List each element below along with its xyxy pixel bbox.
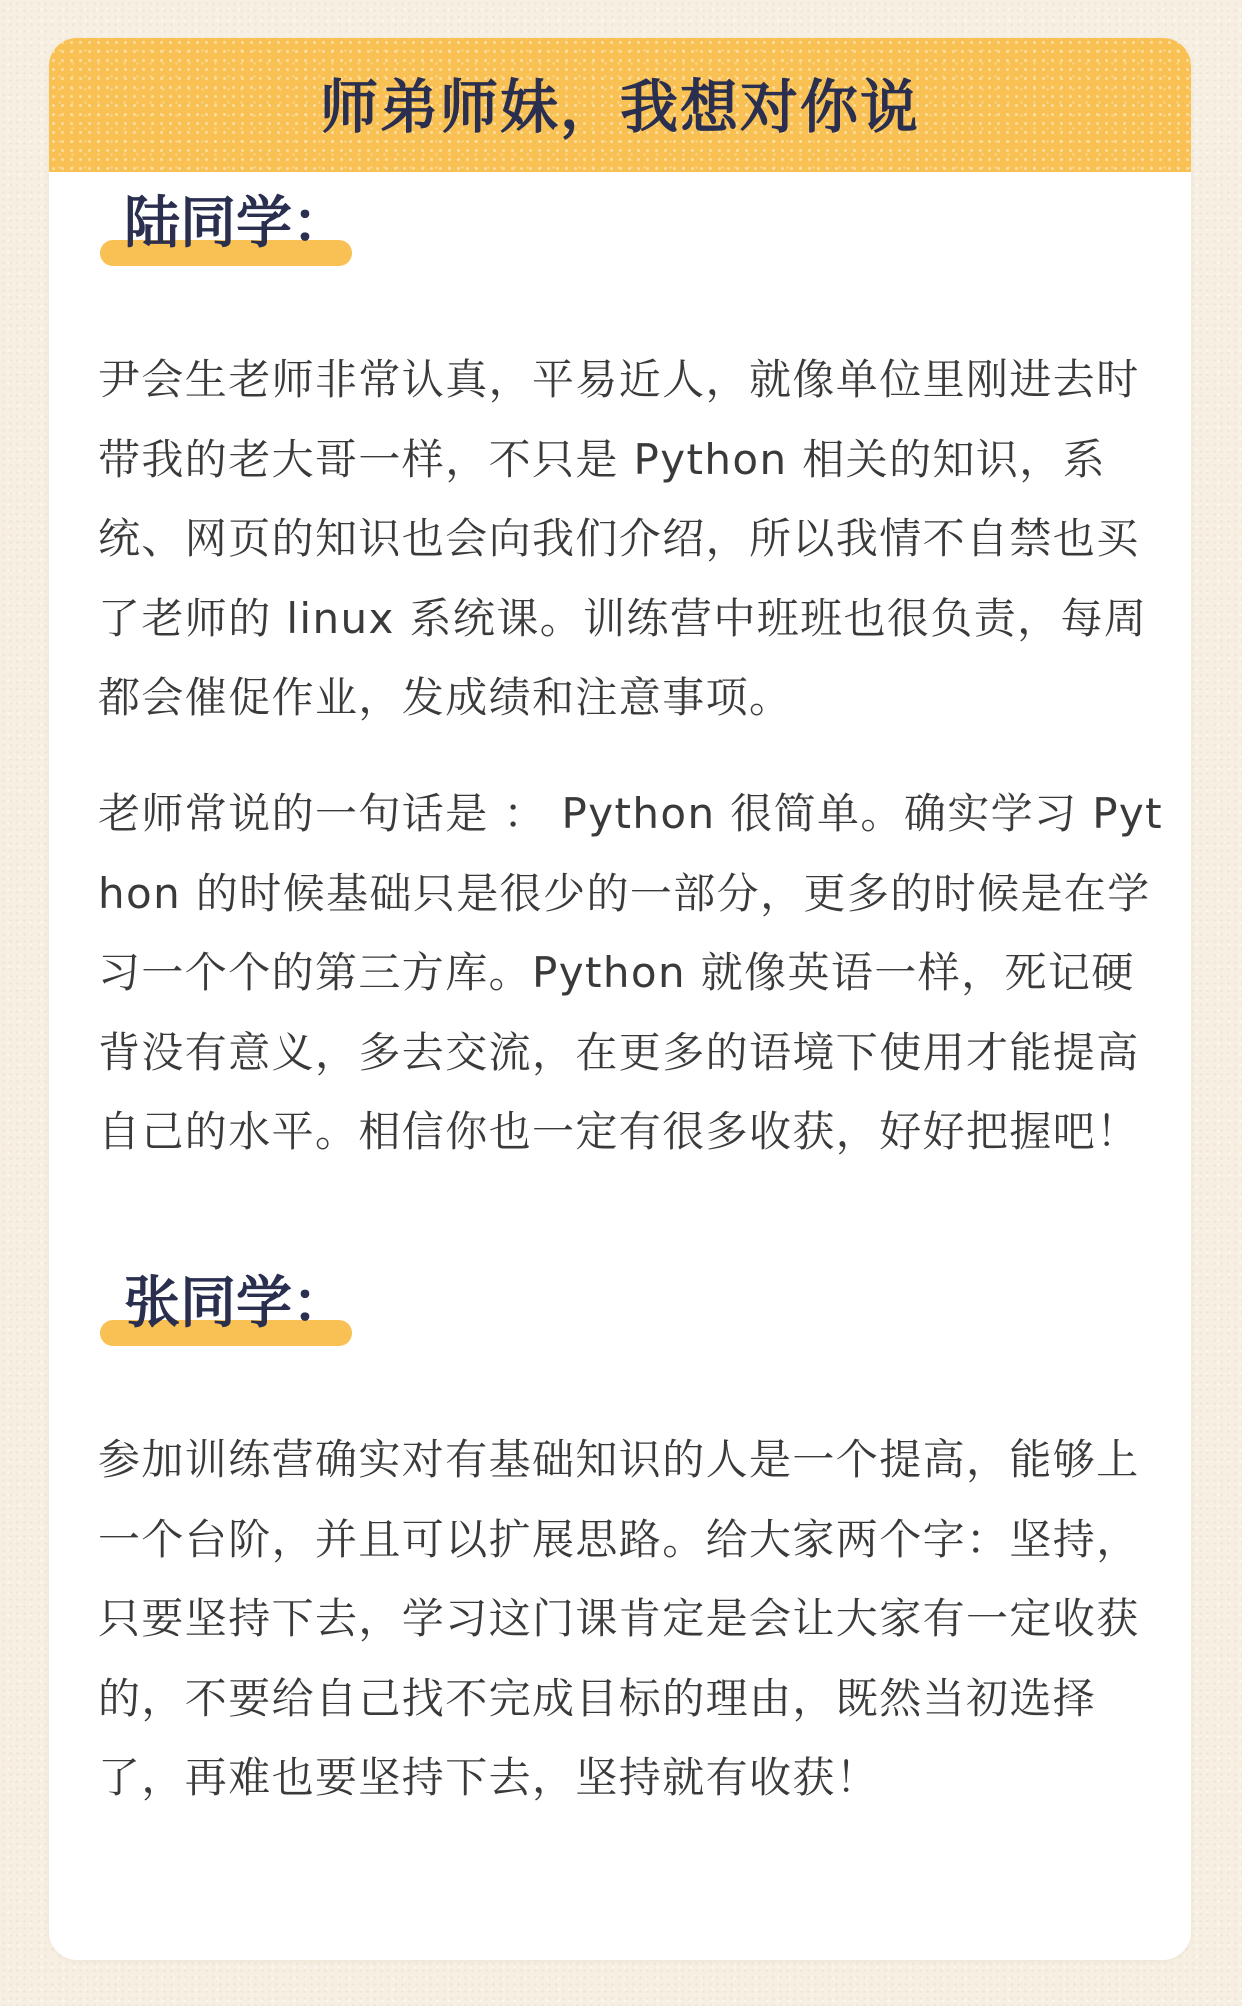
testimonial-paragraph: 参加训练营确实对有基础知识的人是一个提高，能够上一个台阶，并且可以扩展思路。给大家两个字：坚持，只要坚持下去，学习这门课肯定是会让大家有一定收获的，不要给自己找不完成目标的理由，既然当初选择了，再难也要坚持下去，坚持就有收获！	[98, 1435, 1140, 1802]
testimonial-paragraph: 老师常说的一句话是 ： Python 很简单。确实学习 Python 的时候基础只是很少的一部分，更多的时候是在学习一个个的第三方库。Python 就像英语一样，死记硬背没有意义，多去交流，在更多的语境下使用才能提高自己的水平。相信你也一定有很多收获，好好把握吧！	[98, 789, 1164, 1156]
student-name-tag	[100, 188, 352, 268]
testimonial-paragraph: 尹会生老师非常认真，平易近人，就像单位里刚进去时带我的老大哥一样，不只是 Python 相关的知识，系统、网页的知识也会向我们介绍，所以我情不自禁也买了老师的 linux 系统课。训练营中班班也很负责，每周都会催促作业，发成绩和注意事项。	[98, 355, 1148, 722]
student-name: 陆同学：	[124, 191, 348, 256]
title-banner	[49, 38, 1191, 172]
testimonial-card	[49, 38, 1191, 1960]
student-name: 张同学：	[124, 1271, 348, 1336]
banner-title: 师弟师妹，我想对你说	[319, 73, 920, 141]
student-name-tag	[100, 1268, 352, 1348]
